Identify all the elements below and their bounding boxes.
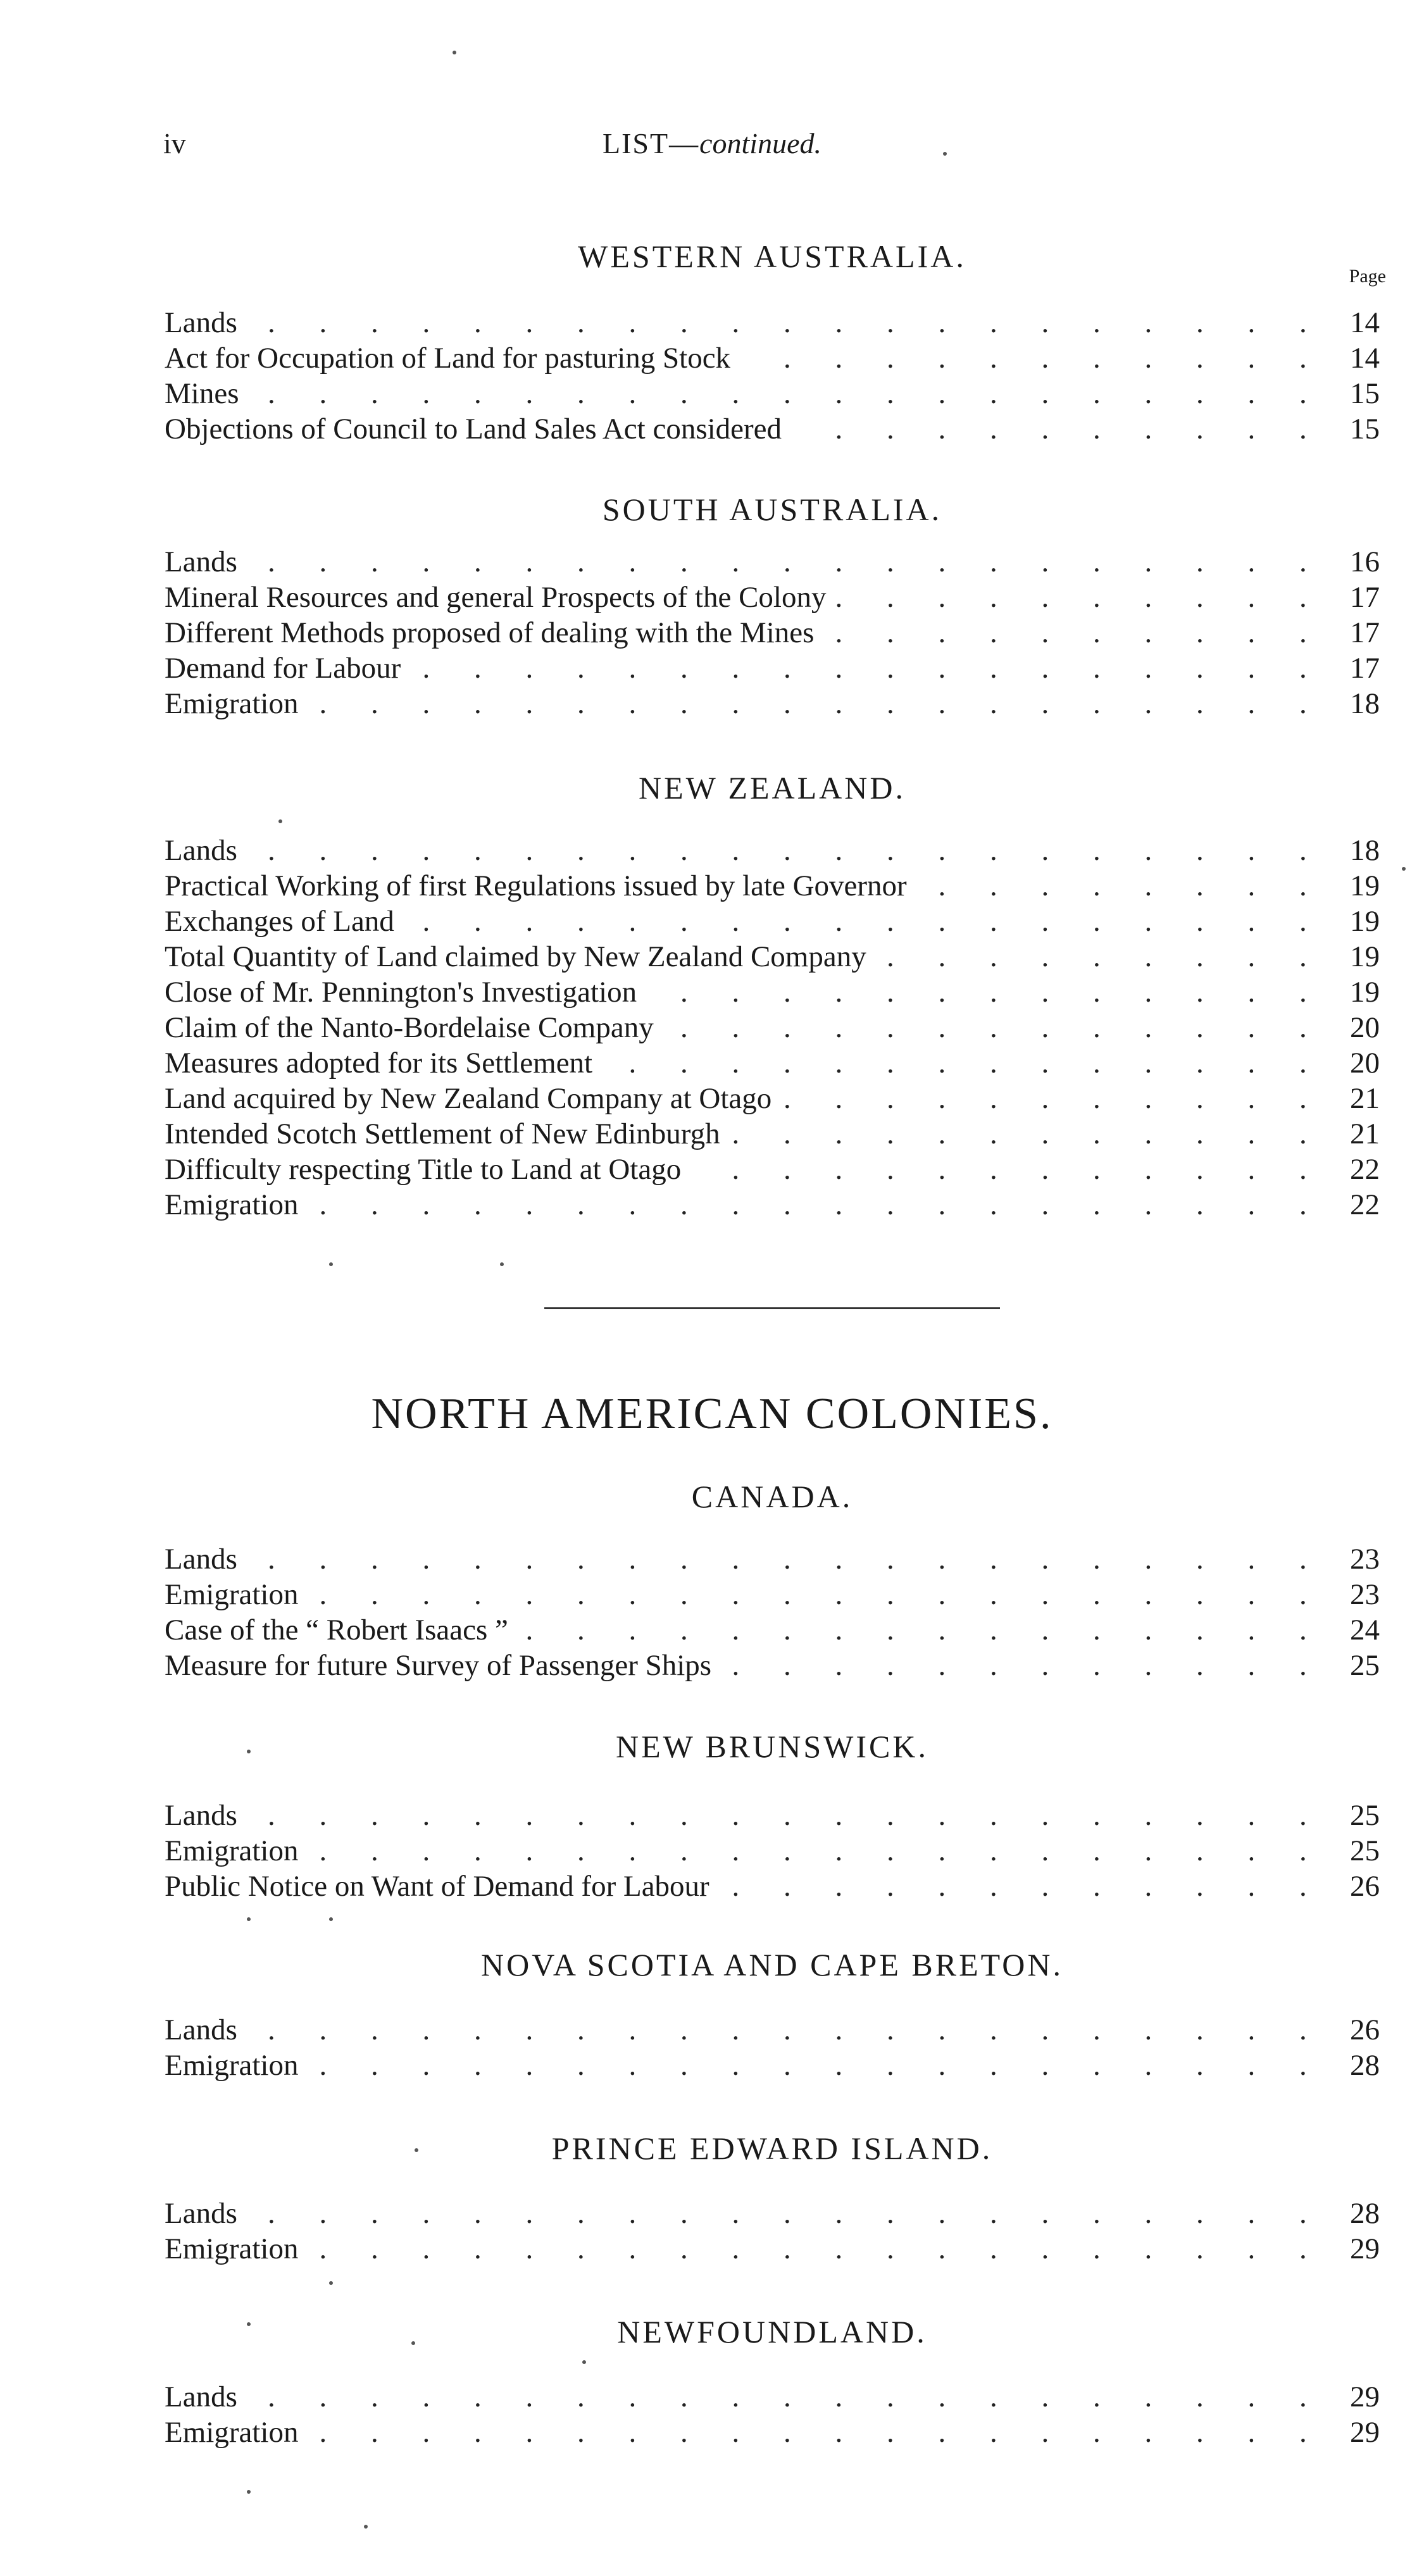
list-item bbox=[165, 868, 1380, 904]
entry-label: Lands bbox=[165, 2196, 246, 2231]
entry-label: Difficulty respecting Title to Land at Otago bbox=[165, 1152, 690, 1187]
entry-page: 17 bbox=[1339, 615, 1380, 650]
list-item bbox=[165, 974, 1380, 1010]
entry-page: 14 bbox=[1339, 340, 1380, 376]
dot-leader bbox=[165, 544, 1335, 580]
section-heading: NEW ZEALAND. bbox=[639, 770, 906, 806]
section-western-australia bbox=[165, 234, 1380, 447]
entry-label: Lands bbox=[165, 2379, 246, 2415]
entry-page: 17 bbox=[1339, 580, 1380, 615]
list-item bbox=[165, 580, 1380, 615]
section-canada bbox=[165, 1474, 1380, 1683]
list-item bbox=[165, 544, 1380, 580]
section-heading: NOVA SCOTIA AND CAPE BRETON. bbox=[480, 1947, 1063, 1982]
section-heading: SOUTH AUSTRALIA. bbox=[602, 492, 942, 527]
section-heading: NEWFOUNDLAND. bbox=[617, 2314, 927, 2349]
entry-page: 21 bbox=[1339, 1081, 1380, 1116]
entry-page: 18 bbox=[1339, 686, 1380, 721]
entry-page: 25 bbox=[1339, 1833, 1380, 1869]
list-item bbox=[165, 376, 1380, 411]
list-item bbox=[165, 2379, 1380, 2415]
entry-label: Act for Occupation of Land for pasturing Stock bbox=[165, 340, 739, 376]
entry-page: 26 bbox=[1339, 2012, 1380, 2048]
entry-label: Lands bbox=[165, 1798, 246, 1833]
entry-page: 29 bbox=[1339, 2231, 1380, 2267]
entry-page: 29 bbox=[1339, 2415, 1380, 2450]
section-heading: PRINCE EDWARD ISLAND. bbox=[551, 2131, 993, 2166]
entry-label: Lands bbox=[165, 833, 246, 868]
list-item bbox=[165, 1648, 1380, 1683]
running-title-continued: continued. bbox=[699, 127, 821, 159]
entry-label: Demand for Labour bbox=[165, 650, 409, 686]
list-item bbox=[165, 2012, 1380, 2048]
list-item bbox=[165, 1116, 1380, 1152]
list-item bbox=[165, 1045, 1380, 1081]
list-item bbox=[165, 904, 1380, 939]
dot-leader bbox=[165, 1833, 1335, 1869]
entry-label: Intended Scotch Settlement of New Edinburgh bbox=[165, 1116, 729, 1152]
list-item bbox=[165, 1798, 1380, 1833]
dot-leader bbox=[165, 2012, 1335, 2048]
entry-page: 18 bbox=[1339, 833, 1380, 868]
entry-page: 29 bbox=[1339, 2379, 1380, 2415]
entry-label: Objections of Council to Land Sales Act considered bbox=[165, 411, 790, 447]
list-item bbox=[165, 305, 1380, 340]
dot-leader bbox=[165, 1541, 1335, 1577]
running-title bbox=[0, 127, 1424, 160]
entry-label: Emigration bbox=[165, 2415, 307, 2450]
list-item bbox=[165, 340, 1380, 376]
section-new-zealand bbox=[165, 766, 1380, 1223]
entry-label: Emigration bbox=[165, 2231, 307, 2267]
list-item bbox=[165, 939, 1380, 974]
entry-label: Land acquired by New Zealand Company at Otago bbox=[165, 1081, 780, 1116]
section-heading: WESTERN AUSTRALIA. bbox=[578, 239, 966, 274]
entry-label: Case of the “ Robert Isaacs ” bbox=[165, 1612, 517, 1648]
running-title-text: LIST— bbox=[602, 127, 700, 159]
list-item bbox=[165, 1541, 1380, 1577]
list-item bbox=[165, 2196, 1380, 2231]
dot-leader bbox=[165, 2379, 1335, 2415]
entry-label: Mines bbox=[165, 376, 248, 411]
entry-page: 19 bbox=[1339, 974, 1380, 1010]
entry-page: 25 bbox=[1339, 1798, 1380, 1833]
entry-label: Different Methods proposed of dealing with the Mines bbox=[165, 615, 823, 650]
list-item bbox=[165, 1152, 1380, 1187]
entry-page: 19 bbox=[1339, 904, 1380, 939]
entry-page: 26 bbox=[1339, 1869, 1380, 1904]
entry-page: 23 bbox=[1339, 1541, 1380, 1577]
list-item bbox=[165, 1187, 1380, 1223]
entry-page: 19 bbox=[1339, 868, 1380, 904]
dot-leader bbox=[165, 1798, 1335, 1833]
dot-leader bbox=[165, 2415, 1335, 2450]
dot-leader bbox=[165, 686, 1335, 721]
entry-page: 15 bbox=[1339, 376, 1380, 411]
list-item bbox=[165, 2048, 1380, 2083]
list-item bbox=[165, 1869, 1380, 1904]
section-south-australia bbox=[165, 487, 1380, 721]
entry-page: 23 bbox=[1339, 1577, 1380, 1612]
dot-leader bbox=[165, 2048, 1335, 2083]
entry-page: 22 bbox=[1339, 1187, 1380, 1223]
entry-label: Lands bbox=[165, 1541, 246, 1577]
entry-page: 28 bbox=[1339, 2048, 1380, 2083]
entry-label: Practical Working of first Regulations issued by late Governor bbox=[165, 868, 916, 904]
entry-label: Lands bbox=[165, 305, 246, 340]
section-heading: CANADA. bbox=[691, 1479, 853, 1514]
page-folio: iv bbox=[163, 127, 186, 159]
entry-label: Public Notice on Want of Demand for Labour bbox=[165, 1869, 718, 1904]
entry-page: 16 bbox=[1339, 544, 1380, 580]
entry-page: 15 bbox=[1339, 411, 1380, 447]
list-item bbox=[165, 411, 1380, 447]
list-item bbox=[165, 1833, 1380, 1869]
section-nova-scotia bbox=[165, 1943, 1380, 2083]
entry-page: 20 bbox=[1339, 1010, 1380, 1045]
dot-leader bbox=[165, 1577, 1335, 1612]
entry-label: Claim of the Nanto-Bordelaise Company bbox=[165, 1010, 663, 1045]
entry-label: Measures adopted for its Settlement bbox=[165, 1045, 601, 1081]
dot-leader bbox=[165, 833, 1335, 868]
entry-label: Emigration bbox=[165, 1577, 307, 1612]
dot-leader bbox=[165, 2231, 1335, 2267]
entry-page: 25 bbox=[1339, 1648, 1380, 1683]
entry-page: 24 bbox=[1339, 1612, 1380, 1648]
entry-page: 17 bbox=[1339, 650, 1380, 686]
entry-page: 28 bbox=[1339, 2196, 1380, 2231]
list-item bbox=[165, 686, 1380, 721]
entry-label: Emigration bbox=[165, 1187, 307, 1223]
entry-page: 19 bbox=[1339, 939, 1380, 974]
entry-page: 22 bbox=[1339, 1152, 1380, 1187]
entry-label: Emigration bbox=[165, 1833, 307, 1869]
section-new-brunswick bbox=[165, 1724, 1380, 1904]
entry-label: Exchanges of Land bbox=[165, 904, 403, 939]
list-item bbox=[165, 1081, 1380, 1116]
entry-label: Emigration bbox=[165, 2048, 307, 2083]
list-item bbox=[165, 650, 1380, 686]
page-column-label: Page bbox=[1349, 266, 1386, 287]
entry-page: 14 bbox=[1339, 305, 1380, 340]
dot-leader bbox=[165, 2196, 1335, 2231]
entry-label: Measure for future Survey of Passenger Ships bbox=[165, 1648, 720, 1683]
list-item bbox=[165, 1577, 1380, 1612]
section-newfoundland bbox=[165, 2310, 1380, 2450]
entry-label: Mineral Resources and general Prospects of the Colony bbox=[165, 580, 835, 615]
entry-label: Lands bbox=[165, 544, 246, 580]
section-prince-edward-island bbox=[165, 2126, 1380, 2267]
dot-leader bbox=[165, 305, 1335, 340]
list-item bbox=[165, 1010, 1380, 1045]
running-head bbox=[0, 127, 1424, 165]
list-item bbox=[165, 2415, 1380, 2450]
list-item bbox=[165, 833, 1380, 868]
entry-page: 21 bbox=[1339, 1116, 1380, 1152]
list-item bbox=[165, 2231, 1380, 2267]
entry-label: Total Quantity of Land claimed by New Zealand Company bbox=[165, 939, 875, 974]
list-item bbox=[165, 1612, 1380, 1648]
dot-leader bbox=[165, 1187, 1335, 1223]
entry-label: Close of Mr. Pennington's Investigation bbox=[165, 974, 646, 1010]
entry-label: Lands bbox=[165, 2012, 246, 2048]
dot-leader bbox=[165, 376, 1335, 411]
entry-label: Emigration bbox=[165, 686, 307, 721]
section-heading: NEW BRUNSWICK. bbox=[616, 1729, 928, 1764]
section-divider-rule bbox=[544, 1307, 1000, 1309]
north-american-heading: NORTH AMERICAN COLONIES. bbox=[371, 1390, 1053, 1438]
list-item bbox=[165, 615, 1380, 650]
entry-page: 20 bbox=[1339, 1045, 1380, 1081]
